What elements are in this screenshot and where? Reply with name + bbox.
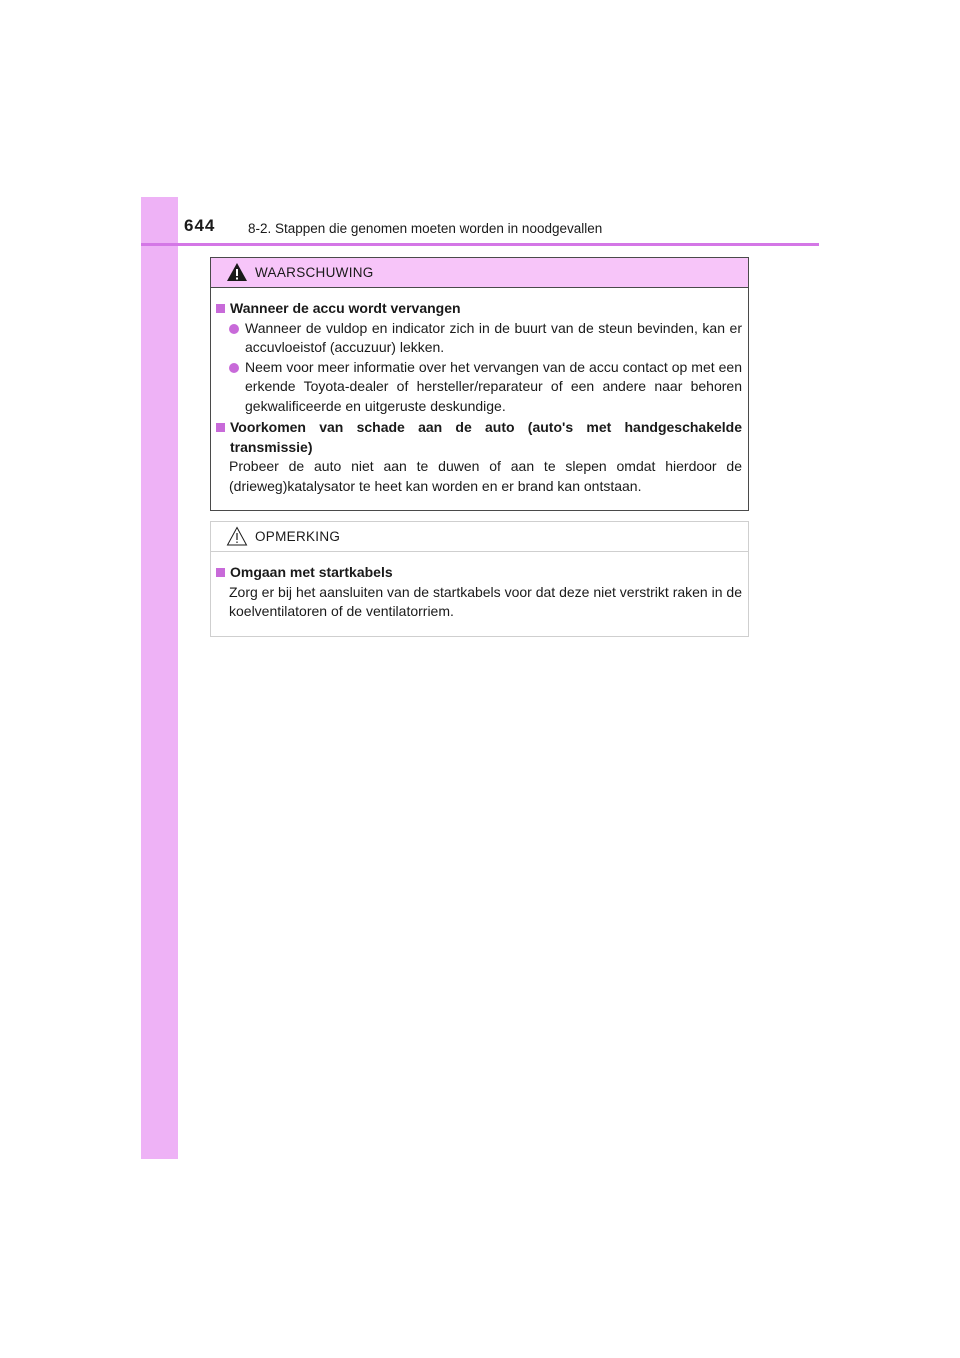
- page-number: 644: [184, 216, 216, 235]
- note-box: [210, 521, 749, 637]
- square-bullet-icon: [216, 304, 225, 313]
- bullet-text: Neem voor meer informatie over het vervangen van de accu contact op met een erkende Toyota-dealer of hersteller/reparateur of een andere naar behoren gekwalificeerde en uitgeruste deskundige.: [245, 358, 742, 414]
- caution-triangle-outline-icon: [226, 526, 248, 546]
- warning-box: [210, 257, 749, 511]
- warning-paragraph: Probeer de auto niet aan te duwen of aan te slepen omdat hierdoor de (drieweg)katalysator te heet kan worden en er brand kan ontstaan.: [229, 458, 742, 494]
- header-rule: [141, 243, 819, 246]
- warning-section-heading: [216, 299, 742, 319]
- list-item: [216, 358, 742, 417]
- circle-bullet-icon: [229, 324, 239, 334]
- warning-title: WAARSCHUWING: [255, 265, 374, 280]
- bullet-text: Wanneer de vuldop en indicator zich in de buurt van de steun bevinden, kan er accuvloeistof (accuzuur) lekken.: [245, 319, 742, 355]
- warning-section-heading: [216, 418, 742, 457]
- warning-triangle-icon: [226, 262, 248, 282]
- section-title: 8-2. Stappen die genomen moeten worden in noodgevallen: [248, 221, 603, 236]
- circle-bullet-icon: [229, 363, 239, 373]
- warning-header: [211, 258, 748, 288]
- list-item: [216, 319, 742, 358]
- note-title: OPMERKING: [255, 529, 341, 544]
- note-header: [211, 522, 748, 552]
- side-band: [141, 197, 178, 1159]
- note-section-heading: [216, 563, 742, 583]
- warning-body: [211, 288, 748, 496]
- warning-heading-push-tow: Voorkomen van schade aan de auto (auto's met handgeschakelde transmissie): [230, 419, 742, 455]
- note-paragraph: Zorg er bij het aansluiten van de startkabels voor dat deze niet verstrikt raken in de koelventilatoren of de ventilatorriem.: [229, 583, 742, 619]
- note-body: [211, 552, 748, 622]
- square-bullet-icon: [216, 423, 225, 432]
- note-heading-jumper-cables: Omgaan met startkabels: [230, 564, 393, 580]
- square-bullet-icon: [216, 568, 225, 577]
- warning-heading-battery: Wanneer de accu wordt vervangen: [230, 300, 461, 316]
